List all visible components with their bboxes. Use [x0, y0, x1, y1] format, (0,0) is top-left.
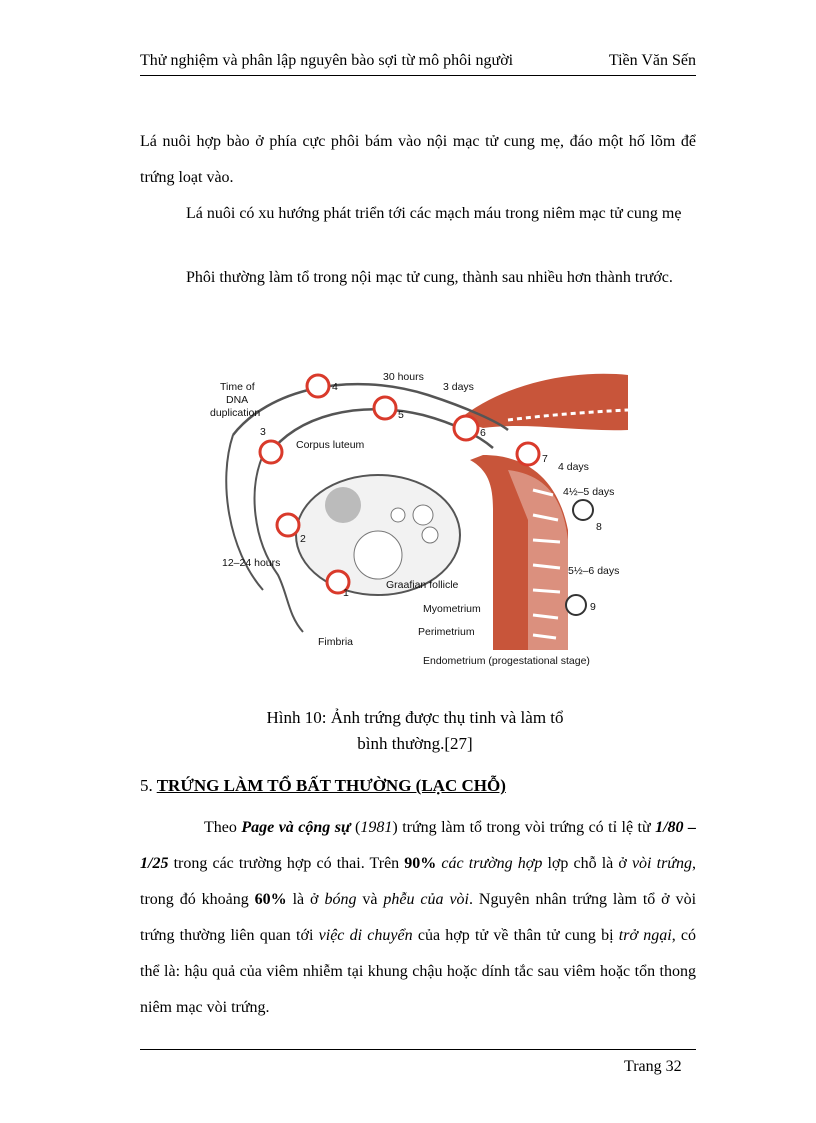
label-n7: 7 [542, 453, 548, 465]
label-myometrium: Myometrium [423, 603, 481, 615]
section-heading [140, 776, 506, 796]
label-12-24-hours: 12–24 hours [222, 557, 281, 569]
stage-8 [573, 500, 593, 520]
uterine-fundus [458, 374, 628, 430]
label-n1: 1 [343, 587, 349, 599]
label-fimbria: Fimbria [318, 636, 354, 648]
label-4-5-days: 4½–5 days [563, 486, 615, 498]
label-corpus-luteum: Corpus luteum [296, 439, 365, 451]
stage-6 [454, 416, 478, 440]
label-n4: 4 [332, 381, 338, 393]
label-n5: 5 [398, 409, 404, 421]
figure-caption-line-1: Hình 10: Ảnh trứng được thụ tinh và làm tổ [266, 708, 564, 727]
body-paragraph: Theo Page và cộng sự (1981) trứng làm tổ trong vòi trứng có tỉ lệ từ 1/80 – 1/25 trong các trường hợp có thai. Trên 90% các trường hợp lợp chỗ là ở vòi trứng, trong đó khoảng 60% là ở bóng và phễu của vòi. Nguyên nhân trứng làm tổ ở vòi trứng thường liên quan tới việc di chuyển của hợp tử về thân tử cung bị trở ngại, có thể là: hậu quả của viêm nhiễm tại khung chậu hoặc dính tắc sau viêm hoặc tổn thong niêm mạc vòi trứng. [140, 819, 697, 1016]
stage-3 [260, 441, 282, 463]
header-title: Thử nghiệm và phân lập nguyên bào sợi từ mô phôi người [140, 52, 514, 69]
label-5-6-days: 5½–6 days [568, 565, 620, 577]
label-4-days: 4 days [558, 461, 589, 473]
label-duplication: duplication [210, 407, 261, 419]
label-dna: DNA [226, 394, 249, 406]
implantation-diagram [208, 360, 638, 680]
header-author: Tiền Văn Sến [608, 52, 696, 69]
page-header [140, 50, 696, 76]
label-n3: 3 [260, 426, 266, 438]
stage-2 [277, 514, 299, 536]
label-30-hours: 30 hours [383, 371, 424, 383]
stage-4 [307, 375, 329, 397]
section-number: 5. [140, 776, 153, 795]
page-number: Trang 32 [624, 1058, 682, 1075]
label-n6: 6 [480, 427, 486, 439]
stage-7 [517, 443, 539, 465]
paragraph-1: Lá nuôi hợp bào ở phía cực phôi bám vào nội mạc tử cung mẹ, đáo một hố lõm để trứng loạt vào. [140, 133, 696, 186]
label-n2: 2 [300, 533, 306, 545]
stage-9 [566, 595, 586, 615]
label-n8: 8 [596, 521, 602, 533]
section-title: TRỨNG LÀM TỔ BẤT THƯỜNG (LẠC CHỖ) [156, 776, 506, 795]
label-n9: 9 [590, 601, 596, 613]
label-perimetrium: Perimetrium [418, 626, 475, 638]
label-endometrium: Endometrium (progestational stage) [423, 655, 590, 667]
paragraph-3: Phôi thường làm tổ trong nội mạc tử cung, thành sau nhiều hơn thành trước. [186, 269, 673, 286]
label-time-dna: Time of [220, 381, 255, 393]
stage-5 [374, 397, 396, 419]
label-3-days: 3 days [443, 381, 474, 393]
figure-caption-line-2: bình thường.[27] [357, 734, 473, 753]
paragraph-2: Lá nuôi có xu hướng phát triển tới các mạch máu trong niêm mạc tử cung mẹ [186, 205, 682, 222]
label-graafian: Graafian follicle [386, 579, 459, 591]
footer-rule [140, 1049, 696, 1050]
